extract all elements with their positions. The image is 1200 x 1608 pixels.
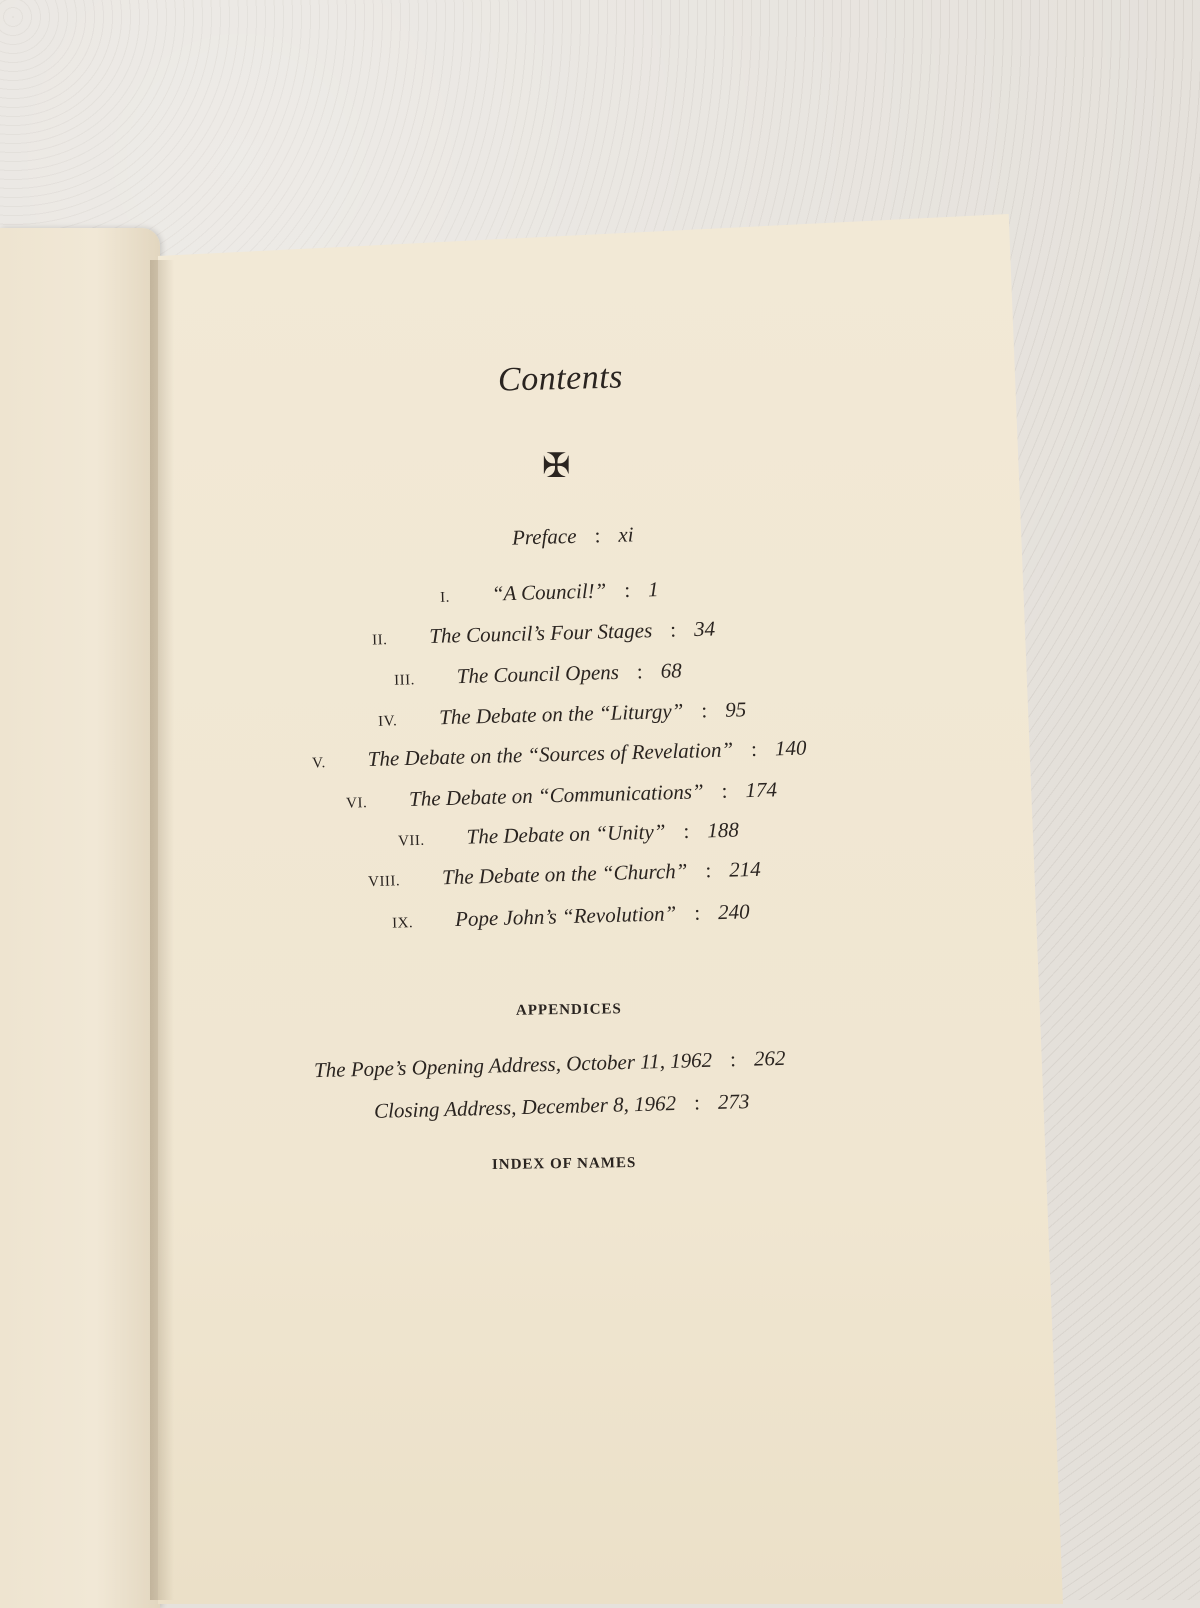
chapter-title: The Debate on the “Sources of Revelation” bbox=[367, 737, 734, 772]
separator: : bbox=[669, 617, 677, 642]
chapter-page: 95 bbox=[724, 697, 747, 722]
separator: : bbox=[750, 736, 758, 761]
chapter-page: 174 bbox=[745, 777, 778, 803]
chapter-title: The Council Opens bbox=[456, 659, 620, 689]
separator: : bbox=[636, 659, 644, 684]
spine-shadow bbox=[150, 260, 174, 1600]
chapter-number: IV. bbox=[377, 713, 398, 730]
chapter-number: II. bbox=[371, 632, 388, 649]
chapter-title: The Debate on the “Liturgy” bbox=[438, 698, 684, 730]
preface-entry bbox=[512, 522, 634, 550]
appendix-title: The Pope’s Opening Address, October 11, 1962 bbox=[313, 1047, 713, 1083]
chapter-title: The Debate on the “Church” bbox=[441, 858, 688, 890]
separator: : bbox=[705, 858, 712, 883]
separator: : bbox=[721, 778, 728, 803]
chapter-page: 1 bbox=[647, 577, 659, 602]
separator: : bbox=[623, 577, 631, 603]
chapter-number: I. bbox=[439, 589, 451, 606]
chapter-page: 240 bbox=[717, 899, 750, 925]
chapter-number: V. bbox=[311, 755, 327, 772]
chapter-number: IX. bbox=[391, 915, 414, 932]
chapter-page: 214 bbox=[728, 856, 762, 882]
appendix-page: 262 bbox=[753, 1045, 786, 1071]
cross-ornament-icon: ✠ bbox=[542, 448, 571, 485]
left-page bbox=[0, 228, 160, 1608]
chapter-page: 140 bbox=[774, 735, 807, 761]
separator: : bbox=[683, 818, 690, 843]
chapter-number: VII. bbox=[397, 832, 425, 850]
chapter-number: VI. bbox=[345, 795, 368, 812]
separator: : bbox=[693, 1090, 701, 1115]
index-heading: INDEX OF NAMES bbox=[491, 1154, 637, 1174]
chapter-title: “A Council!” bbox=[491, 578, 607, 606]
separator: : bbox=[729, 1047, 737, 1072]
separator: : bbox=[701, 698, 708, 723]
separator: : bbox=[594, 523, 601, 548]
preface-label: Preface bbox=[511, 523, 577, 550]
chapter-title: The Debate on “Unity” bbox=[466, 819, 666, 849]
chapter-page: 68 bbox=[660, 658, 683, 683]
chapter-page: 188 bbox=[706, 817, 740, 843]
contents-title: Contents bbox=[497, 358, 624, 399]
appendices-heading: APPENDICES bbox=[515, 1001, 622, 1019]
chapter-title: The Debate on “Communications” bbox=[408, 779, 704, 811]
appendix-title: Closing Address, December 8, 1962 bbox=[373, 1091, 677, 1123]
chapter-page: 34 bbox=[693, 616, 716, 642]
chapter-number: VIII. bbox=[367, 873, 401, 891]
preface-page: xi bbox=[618, 522, 634, 547]
chapter-number: III. bbox=[393, 672, 416, 689]
appendix-page: 273 bbox=[717, 1089, 750, 1114]
chapter-title: Pope John’s “Revolution” bbox=[454, 901, 677, 932]
chapter-title: The Council’s Four Stages bbox=[428, 618, 653, 648]
separator: : bbox=[693, 900, 701, 925]
